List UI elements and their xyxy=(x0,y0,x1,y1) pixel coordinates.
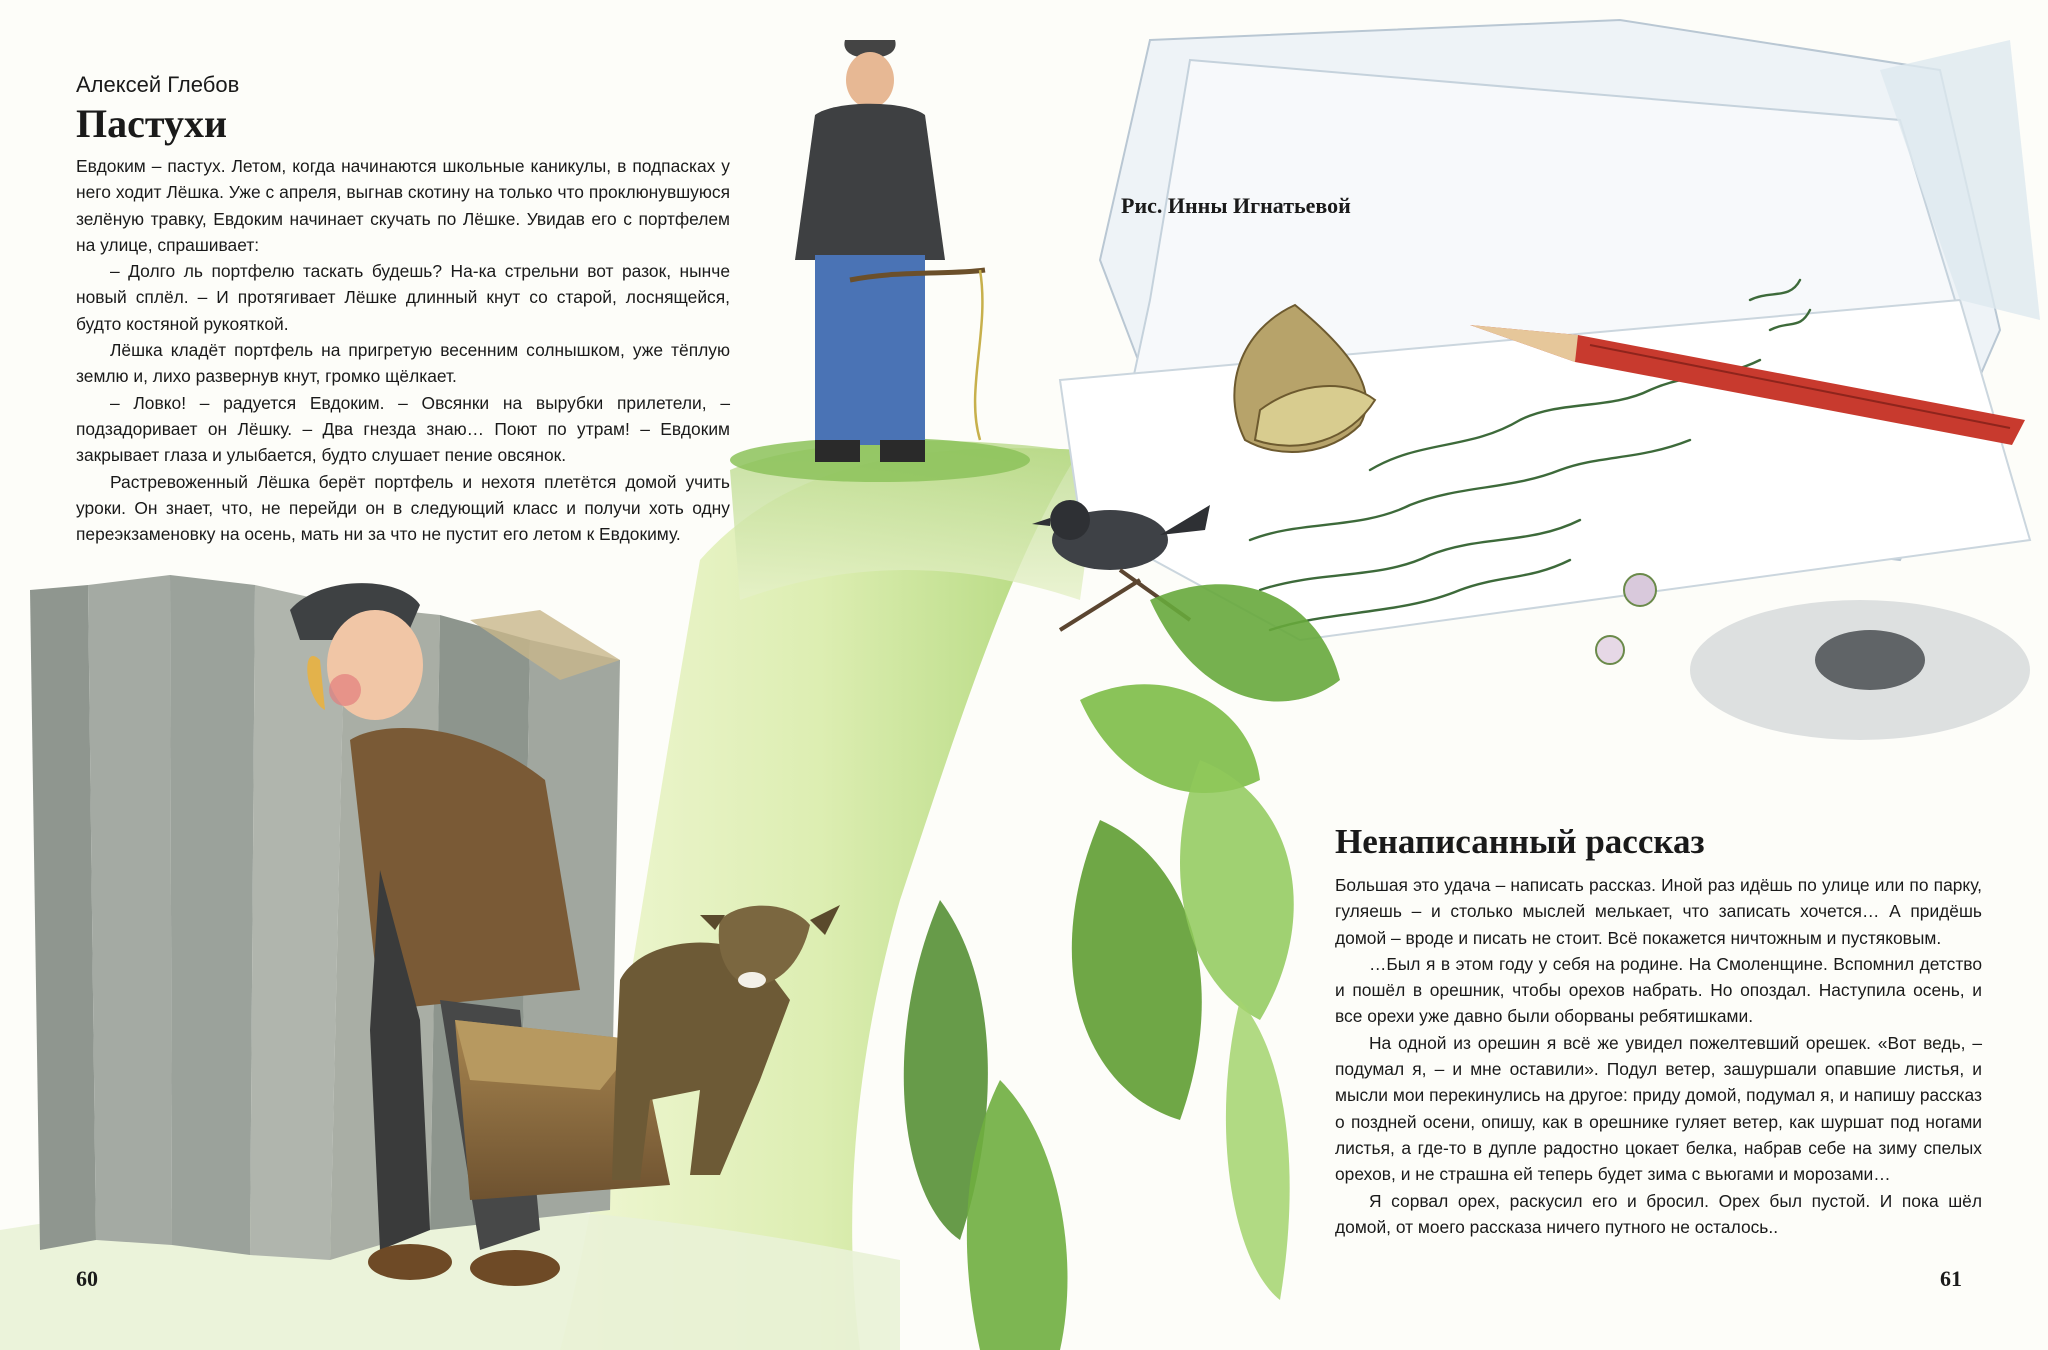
paragraph: – Долго ль портфелю таскать будешь? На-ка стрельни вот разок, нынче новый сплёл. – И протягивает Лёшке длинный кнут со старой, лоснящейся, будто костяной рукояткой. xyxy=(76,261,730,334)
left-story-text xyxy=(76,153,730,547)
paragraph: Лёшка кладёт портфель на пригретую весенним солнышком, уже тёплую землю и, лихо развернув кнут, громко щёлкает. xyxy=(76,340,730,387)
page-number-left: 60 xyxy=(76,1266,98,1291)
paragraph: На одной из орешин я всё же увидел пожелтевший орешек. «Вот ведь, – подумал я, – и мне оставили». Подул ветер, зашуршали опавшие листья, и мысли мои перекинулись на другое: приду домой, подумал я, и напишу рассказ о поздней осени, опишу, как в орешнике гуляет ветер, как шуршат под ногами листья, а где-то в дупле радостно цокает белка, набрав себе на зиму спелых орехов, и не страшна ей теперь будет зима с вьюгами и морозами… xyxy=(1335,1032,1982,1185)
paragraph: Большая это удача – написать рассказ. Иной раз идёшь по улице или по парку, гуляешь – и столько мыслей мелькает, что записать хочется… А придёшь домой – вроде и писать не стоит. Всё покажется ничтожным и пустяковым. xyxy=(1335,875,1982,948)
illustration-credit: Рис. Инны Игнатьевой xyxy=(1121,193,1351,218)
story-title-nenapisanny: Ненаписанный рассказ xyxy=(1335,822,1705,861)
paragraph: Евдоким – пастух. Летом, когда начинаются школьные каникулы, в подпасках у него ходит Лёшка. Уже с апреля, выгнав скотину на только что проклюнувшуюся зелёную травку, Евдоким начинает скучать по Лёшке. Увидав его с портфелем на улице, спрашивает: xyxy=(76,156,730,255)
author-name: Алексей Глебов xyxy=(76,72,240,97)
flower-bud xyxy=(1624,574,1656,606)
story-title-pastukhi: Пастухи xyxy=(76,101,228,146)
paragraph: Я сорвал орех, раскусил его и бросил. Орех был пустой. И пока шёл домой, от моего рассказа ничего путного не осталось.. xyxy=(1335,1190,1982,1237)
paper-sheets xyxy=(1060,20,2040,640)
paragraph: – Ловко! – радуется Евдоким. – Овсянки на вырубки прилетели, – подзадоривает он Лёшку. – Два гнезда знаю… Поют по утрам! – Евдоким закрывает глаза и улыбается, будто слушает пение овсянок. xyxy=(76,392,730,466)
paragraph: Растревоженный Лёшка берёт портфель и нехотя плетётся домой учить уроки. Он знает, что, не перейди он в следующий класс и получи хоть одну переэкзаменовку на осень, мать ни за что не пустит его летом к Евдокиму. xyxy=(76,471,730,545)
paragraph: …Был я в этом году у себя на родине. На Смоленщине. Вспомнил детство и пошёл в орешник, чтобы орехов набрать. Но опоздал. Наступила осень, и все орехи уже давно были оборваны ребятишками. xyxy=(1335,953,1982,1027)
shepherd-figure xyxy=(795,40,985,462)
green-leaves xyxy=(904,584,1340,1350)
right-story-text xyxy=(1335,872,1982,1240)
page-number-right: 61 xyxy=(1940,1266,1962,1291)
